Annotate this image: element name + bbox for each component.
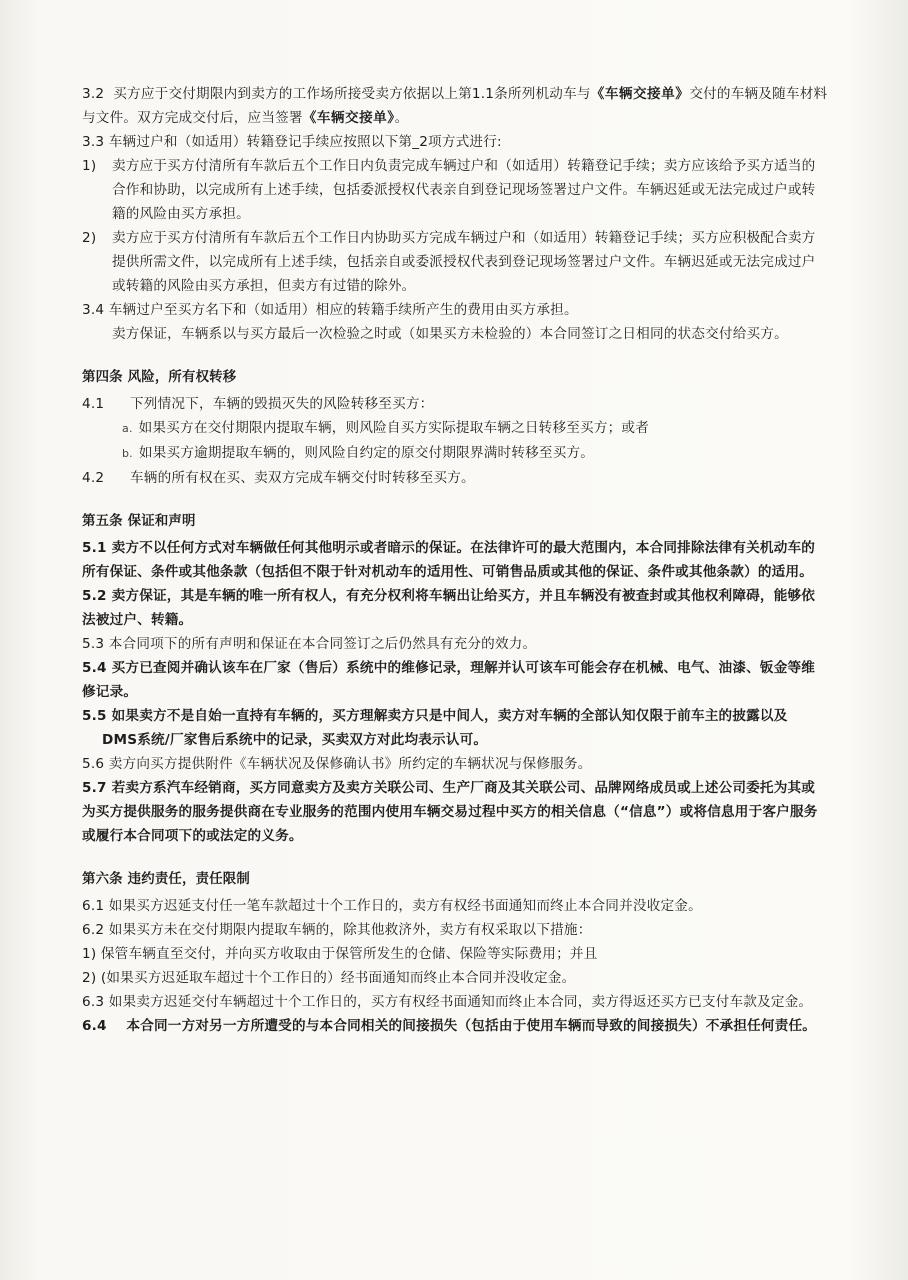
clause-text: 下列情况下，车辆的毁损灭失的风险转移至买方：: [130, 396, 434, 412]
clause-4-2: [82, 466, 828, 490]
clause-3-3: [82, 130, 828, 154]
clause-punctuation: 。: [394, 110, 409, 126]
clause-5-1: 5.1 卖方不以任何方式对车辆做任何其他明示或者暗示的保证。在法律许可的最大范围内，本合同排除法律有关机动车的所有保证、条件或其他条款（包括但不限于针对机动车的适用性、可销售品质或其他的保证、条件或其他条款）的适用。: [82, 540, 816, 580]
clause-5-2: 5.2 卖方保证，其是车辆的唯一所有权人，有充分权利将车辆出让给买方，并且车辆没有被查封或其他权利障碍，能够依法被过户、转籍。: [82, 588, 816, 628]
clause-4-1: [82, 392, 828, 416]
section-heading-5: 第五条 保证和声明: [82, 514, 196, 529]
clause-3-4: [82, 298, 828, 322]
clause-5-5: [82, 704, 828, 752]
clause-6-1: 6.1 如果买方迟延支付任一笔车款超过十个工作日的，卖方有权经书面通知而终止本合同并没收定金。: [82, 898, 702, 914]
clause-5-7: 5.7 若卖方系汽车经销商，买方同意卖方及卖方关联公司、生产厂商及其关联公司、品牌网络成员或上述公司委托为其或为买方提供服务的服务提供商在专业服务的范围内使用车辆交易过程中买方的相关信息（“信息”）或将信息用于客户服务或履行本合同项下的或法定的义务。: [82, 780, 818, 844]
clause-number: 3.3: [82, 134, 105, 150]
item-label: 1): [82, 158, 97, 174]
item-text: 如果买方逾期提取车辆的，则风险自约定的原交付期限界满时转移至买方。: [138, 445, 595, 461]
section-heading-4: 第四条 风险，所有权转移: [82, 370, 237, 385]
clause-6-2: 6.2 如果买方未在交付期限内提取车辆的，除其他救济外，卖方有权采取以下措施：: [82, 922, 592, 938]
item-text: 如果买方在交付期限内提取车辆，则风险自买方实际提取车辆之日转移至买方；或者: [138, 420, 650, 436]
clause-6-4: [82, 1014, 828, 1038]
clause-6-3: 6.3 如果卖方迟延交付车辆超过十个工作日的，买方有权经书面通知而终止本合同，卖方得返还买方已支付车款及定金。: [82, 994, 813, 1010]
clause-3-3-item-2: [82, 226, 828, 298]
clause-4-1-item-b: [82, 441, 828, 466]
clause-4-1-item-a: [82, 416, 828, 441]
form-reference: 《车辆交接单》: [590, 86, 690, 102]
clause-5-6: 5.6 卖方向买方提供附件《车辆状况及保修确认书》所约定的车辆状况与保修服务。: [82, 756, 592, 772]
item-label: 2): [82, 230, 97, 246]
clause-text: 买方应于交付期限内到卖方的工作场所接受卖方依据以上第1.1条所列机动车与: [113, 86, 591, 102]
clause-text: 5.5 如果卖方不是自始一直持有车辆的，买方理解卖方只是中间人，卖方对车辆的全部认知仅限于前车主的披露以及: [82, 708, 788, 724]
item-text: 卖方应于买方付清所有车款后五个工作日内协助买方完成车辆过户和（如适用）转籍登记手续；买方应积极配合卖方提供所需文件，以完成所有上述手续，包括亲自或委派授权代表到登记现场签署过户文件。车辆迟延或无法完成过户或转籍的风险由买方承担，但卖方有过错的除外。: [112, 230, 816, 294]
clause-3-2: [82, 82, 828, 130]
item-text: 卖方应于买方付清所有车款后五个工作日内负责完成车辆过户和（如适用）转籍登记手续；卖方应该给予买方适当的合作和协助，以完成所有上述手续，包括委派授权代表亲自到登记现场签署过户文件。车辆迟延或无法完成过户或转籍的风险由买方承担。: [112, 158, 816, 222]
clause-text: 交付的车辆及随车材料与文件。双方完成交付后，应当签署: [82, 86, 828, 126]
clause-number: 3.2: [82, 86, 105, 102]
clause-3-3-item-1: [82, 154, 828, 226]
section-heading-6: 第六条 违约责任，责任限制: [82, 872, 250, 887]
clause-text: 卖方保证，车辆系以与买方最后一次检验之时或（如果买方未检验的）本合同签订之日相同的状态交付给买方。: [112, 326, 788, 342]
clause-6-2-item-2: 2) (如果买方迟延取车超过十个工作日的）经书面通知而终止本合同并没收定金。: [82, 970, 576, 986]
clause-number: 6.4: [82, 1018, 107, 1034]
clause-6-2-item-1: 1) 保管车辆直至交付，并向买方收取由于保管所发生的仓储、保险等实际费用；并且: [82, 946, 598, 962]
document-content: [82, 82, 828, 1038]
clause-text: 车辆过户至买方名下和（如适用）相应的转籍手续所产生的费用由买方承担。: [108, 302, 578, 318]
item-label: b.: [122, 447, 133, 460]
clause-5-3: 5.3 本合同项下的所有声明和保证在本合同签订之后仍然具有充分的效力。: [82, 636, 537, 652]
clause-text: 车辆过户和（如适用）转籍登记手续应按照以下第_2项方式进行:: [108, 134, 502, 150]
clause-number: 4.1: [82, 396, 105, 412]
clause-number: 3.4: [82, 302, 105, 318]
clause-number: 4.2: [82, 470, 105, 486]
clause-text: 车辆的所有权在买、卖双方完成车辆交付时转移至买方。: [130, 470, 475, 486]
form-reference: 《车辆交接单》: [302, 110, 395, 126]
clause-text: 本合同一方对另一方所遭受的与本合同相关的间接损失（包括由于使用车辆而导致的间接损失）不承担任何责任。: [126, 1018, 817, 1034]
clause-5-4: 5.4 买方已查阅并确认该车在厂家（售后）系统中的维修记录，理解并认可该车可能会存在机械、电气、油漆、钣金等维修记录。: [82, 660, 816, 700]
clause-3-4-continued: [82, 322, 828, 346]
clause-text: DMS系统/厂家售后系统中的记录，买卖双方对此均表示认可。: [102, 732, 488, 748]
item-label: a.: [122, 422, 133, 435]
